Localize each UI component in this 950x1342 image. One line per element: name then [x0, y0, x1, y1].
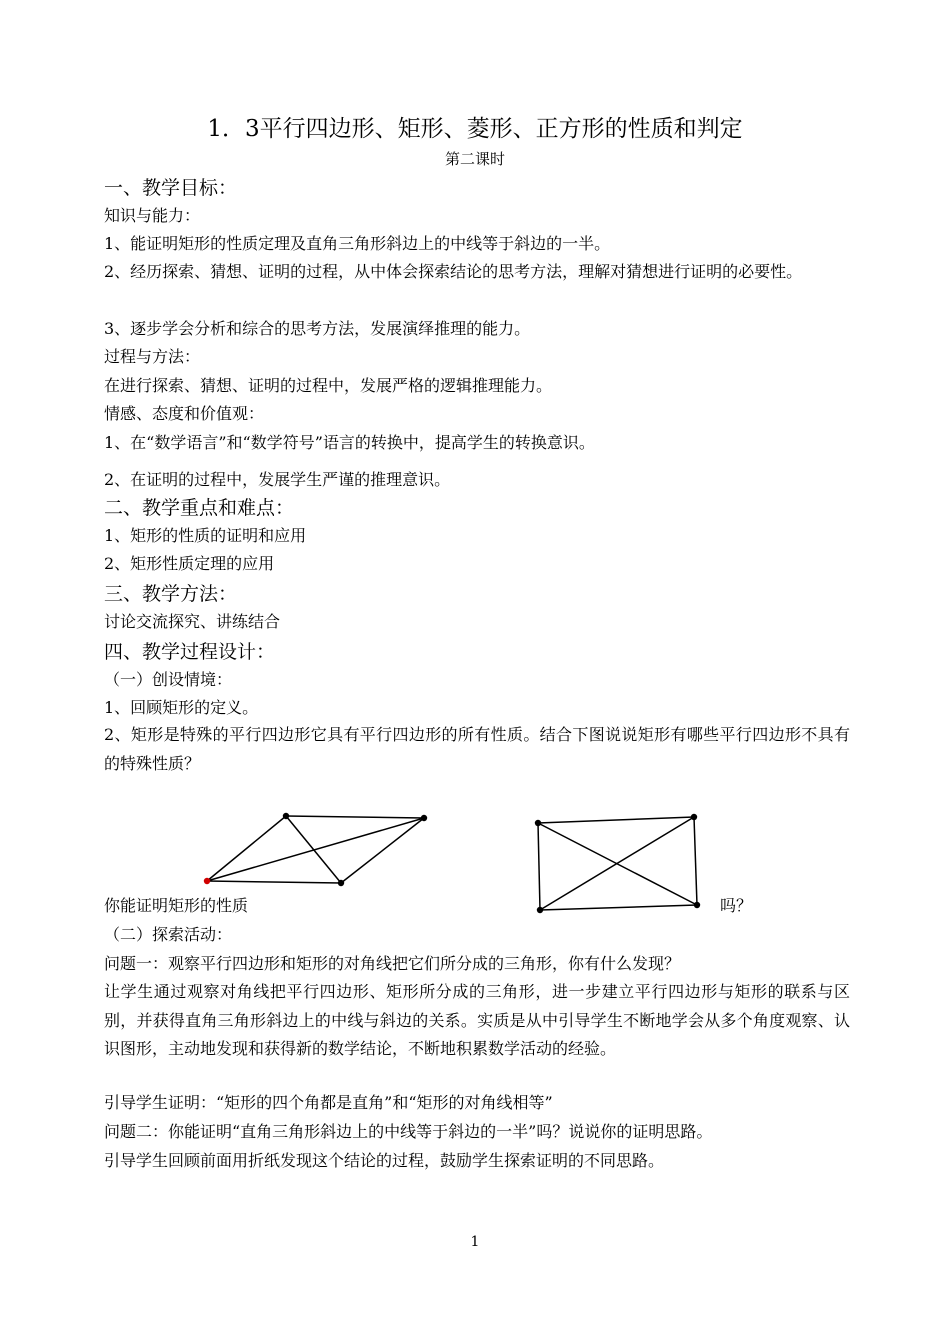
parallelogram-vertex	[338, 880, 344, 886]
parallelogram-side	[341, 818, 424, 883]
subsection-heading-exploration: （二）探索活动：	[104, 925, 233, 944]
question-prompt-right: 吗？	[720, 896, 753, 915]
rectangle-vertex	[691, 814, 697, 820]
parallelogram-diagonal	[286, 816, 341, 883]
question-two-explanation: 引导学生回顾前面用折纸发现这个结论的过程，鼓励学生探索证明的不同思路。	[104, 1151, 665, 1170]
subheading-process: 过程与方法：	[104, 347, 201, 366]
section-heading-key-points: 二、教学重点和难点：	[104, 497, 295, 519]
key-point-item: 1、矩形的性质的证明和应用	[104, 526, 307, 545]
rectangle-side	[538, 823, 540, 910]
objective-item: 2、经历探索、猜想、证明的过程，从中体会探索结论的思考方法，理解对猜想进行证明的必要性。	[104, 262, 803, 281]
parallelogram-vertex	[421, 815, 427, 821]
rectangle-vertex	[537, 907, 543, 913]
scenario-item: 2、矩形是特殊的平行四边形它具有平行四边形的所有性质。结合下图说说矩形有哪些平行四边形不具有的特殊性质？	[104, 725, 850, 773]
section-heading-objectives: 一、教学目标：	[104, 177, 238, 199]
parallelogram-vertex-highlight	[204, 878, 210, 884]
page-subtitle: 第二课时	[444, 150, 505, 168]
emotion-item: 2、在证明的过程中，发展学生严谨的推理意识。	[104, 470, 451, 489]
parallelogram-vertex	[283, 813, 289, 819]
rectangle-side	[538, 817, 694, 823]
key-point-item: 2、矩形性质定理的应用	[104, 554, 275, 573]
rectangle-side	[540, 905, 697, 910]
page-title: 1．3平行四边形、矩形、菱形、正方形的性质和判定	[207, 116, 743, 142]
rectangle-vertex	[535, 820, 541, 826]
emotion-item: 1、在“数学语言”和“数学符号”语言的转换中，提高学生的转换意识。	[104, 433, 595, 452]
parallelogram-side	[286, 816, 424, 818]
parallelogram-side	[207, 816, 286, 881]
question-one: 问题一：观察平行四边形和矩形的对角线把它们所分成的三角形，你有什么发现？	[104, 954, 681, 973]
subheading-knowledge: 知识与能力：	[104, 206, 201, 225]
subsection-heading-scenario: （一）创设情境：	[104, 670, 233, 689]
rectangle-diagonal	[540, 817, 694, 910]
parallelogram-side	[207, 881, 341, 883]
subheading-emotion: 情感、态度和价值观：	[104, 404, 265, 423]
question-one-explanation: 让学生通过观察对角线把平行四边形、矩形所分成的三角形，进一步建立平行四边形与矩形的联系与区别，并获得直角三角形斜边上的中线与斜边的关系。实质是从中引导学生不断地学会从多个角度观察、认识图形，主动地发现和获得新的数学结论，不断地积累数学活动的经验。	[104, 982, 850, 1058]
question-two: 问题二：你能证明“直角三角形斜边上的中线等于斜边的一半”吗？说说你的证明思路。	[104, 1122, 713, 1141]
page-number: 1	[470, 1234, 480, 1250]
process-item: 在进行探索、猜想、证明的过程中，发展严格的逻辑推理能力。	[104, 376, 553, 395]
objective-item: 3、逐步学会分析和综合的思考方法，发展演绎推理的能力。	[104, 319, 531, 338]
guide-proof: 引导学生证明：“矩形的四个角都是直角”和“矩形的对角线相等”	[104, 1093, 553, 1112]
objective-item: 1、能证明矩形的性质定理及直角三角形斜边上的中线等于斜边的一半。	[104, 234, 611, 253]
scenario-item: 1、回顾矩形的定义。	[104, 698, 259, 717]
parallelogram-figure	[207, 816, 424, 883]
section-heading-process-design: 四、教学过程设计：	[104, 641, 276, 663]
question-prompt-left: 你能证明矩形的性质	[104, 896, 249, 915]
rectangle-figure	[538, 817, 697, 910]
parallelogram-diagonal	[207, 818, 424, 881]
method-item: 讨论交流探究、讲练结合	[104, 612, 281, 631]
rectangle-side	[694, 817, 697, 905]
section-heading-methods: 三、教学方法：	[104, 583, 238, 605]
rectangle-vertex	[694, 902, 700, 908]
